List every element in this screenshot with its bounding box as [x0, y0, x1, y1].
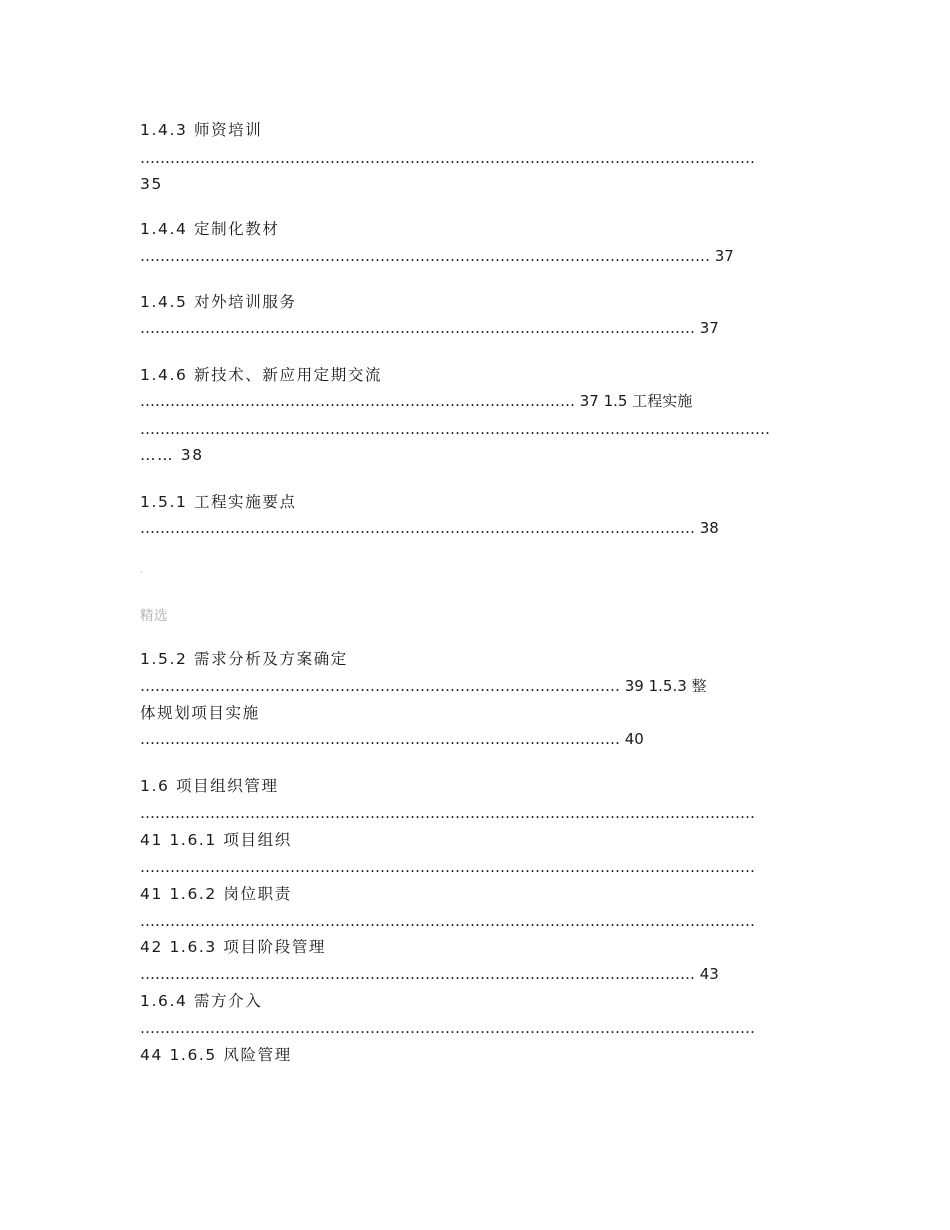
- toc-page-number: …… 38: [140, 446, 204, 464]
- toc-leader-dots: ……………………………………………………………………………………………………………: [140, 149, 755, 167]
- toc-entry-1-6-4: 1.6.4 需方介入: [140, 992, 263, 1010]
- toc-entry-1-6-2: 41 1.6.2 岗位职责: [140, 885, 292, 903]
- toc-page-number: 35: [140, 175, 163, 193]
- toc-entry-1-6-5: 44 1.6.5 风险管理: [140, 1046, 292, 1064]
- toc-leader-dots: …………………………………………………………………………………… 39 1.5.3 整: [140, 677, 707, 695]
- toc-entry-1-4-5: 1.4.5 对外培训服务: [140, 293, 297, 311]
- toc-entry-1-5-1: 1.5.1 工程实施要点: [140, 493, 297, 511]
- toc-leader-dots: ………………………………………………………………………………………………………………: [140, 420, 770, 438]
- toc-leader-dots: …………………………………………………………………………… 37 1.5 工程实施: [140, 392, 693, 410]
- toc-leader-dots: …………………………………………………………………………………… 40: [140, 730, 644, 748]
- toc-entry-1-5-2: 1.5.2 需求分析及方案确定: [140, 650, 348, 668]
- toc-entry-1-6-1: 41 1.6.1 项目组织: [140, 831, 292, 849]
- faint-dot-mark: ·: [140, 568, 144, 579]
- toc-leader-dots: ……………………………………………………………………………………………………………: [140, 1019, 755, 1037]
- toc-leader-dots: ………………………………………………………………………………………………… 43: [140, 965, 719, 983]
- toc-leader-dots: ……………………………………………………………………………………………………………: [140, 912, 755, 930]
- toc-leader-dots: ………………………………………………………………………………………………… 38: [140, 519, 719, 537]
- toc-leader-dots: ………………………………………………………………………………………………… 37: [140, 319, 719, 337]
- toc-entry-1-4-3: 1.4.3 师资培训: [140, 121, 263, 139]
- toc-leader-dots: ……………………………………………………………………………………………………………: [140, 804, 755, 822]
- toc-entry-1-4-6: 1.4.6 新技术、新应用定期交流: [140, 366, 383, 384]
- toc-entry-1-6: 1.6 项目组织管理: [140, 777, 279, 795]
- toc-entry-1-6-3: 42 1.6.3 项目阶段管理: [140, 938, 327, 956]
- toc-entry-1-4-4: 1.4.4 定制化教材: [140, 220, 280, 238]
- watermark-label: 精选: [140, 608, 168, 624]
- toc-leader-dots: ……………………………………………………………………………………………………………: [140, 858, 755, 876]
- toc-leader-dots: …………………………………………………………………………………………………… 37: [140, 247, 734, 265]
- toc-entry-1-5-3: 体规划项目实施: [140, 704, 260, 722]
